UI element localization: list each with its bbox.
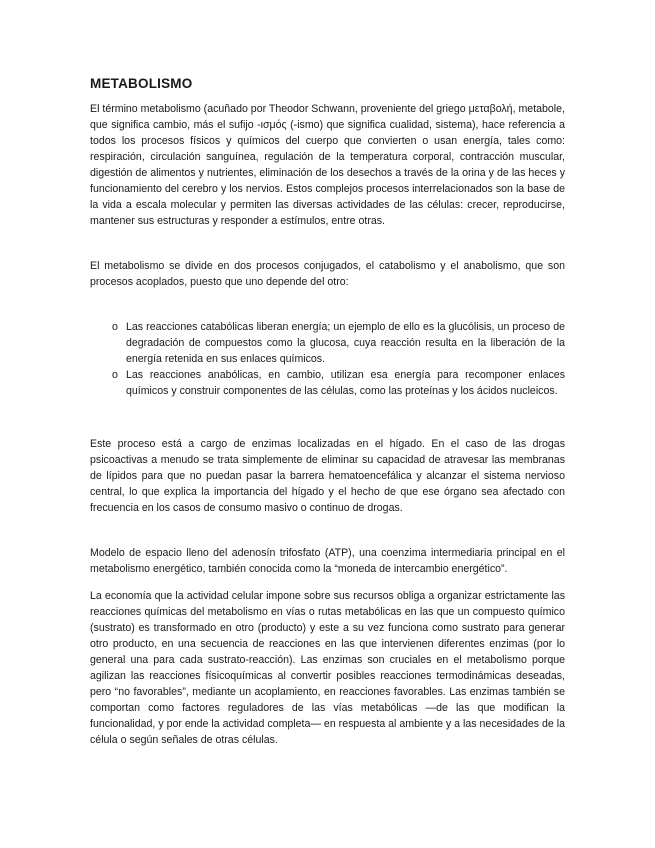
paragraph-atp: Modelo de espacio lleno del adenosín trifosfato (ATP), una coenzima intermediaria principal en el metabolismo energético, también conocida como la “moneda de intercambio energético”. (90, 547, 565, 575)
paragraph-liver: Este proceso está a cargo de enzimas localizadas en el hígado. En el caso de las drogas psicoactivas a menudo se trata simplemente de eliminar su capacidad de atravesar las membranas de lípidos para que no puedan pasar la barrera hematoencefálica y alcanzar el sistema nervioso central, lo que explica la importancia del hígado y el hecho de que ese órgano sea afectado con frecuencia en los casos de consumo masivo o continuo de drogas. (90, 438, 565, 514)
process-list (90, 319, 565, 399)
document-page (90, 76, 565, 748)
list-item-text: Las reacciones catabólicas liberan energía; un ejemplo de ello es la glucólisis, un proceso de degradación de compuestos como la glucosa, cuya reacción resulta en la liberación de la energía retenida en sus enlaces químicos. (126, 321, 565, 365)
bullet-marker: o (112, 321, 118, 333)
list-item-catabolic (90, 319, 565, 367)
list-item-text: Las reacciones anabólicas, en cambio, utilizan esa energía para recomponer enlaces químicos y construir componentes de las células, como las proteínas y los ácidos nucleicos. (126, 369, 565, 397)
paragraph-economy: La economía que la actividad celular impone sobre sus recursos obliga a organizar estrictamente las reacciones químicas del metabolismo en vías o rutas metabólicas en las que un compuesto químico (sustrato) es transformado en otro (producto) y este a su vez funciona como sustrato para generar otro producto, en una secuencia de reacciones en las que intervienen diferentes enzimas (por lo general una para cada sustrato-reacción). Las enzimas son cruciales en el metabolismo porque agilizan las reacciones físicoquímicas al convertir posibles reacciones termodinámicas deseadas, pero “no favorables”, mediante un acoplamiento, en reacciones favorables. Las enzimas también se comportan como factores reguladores de las vías metabólicas —de las que modifican la funcionalidad, y por ende la actividad completa— en respuesta al ambiente y a las necesidades de la célula o según señales de otras células. (90, 590, 565, 746)
paragraph-division: El metabolismo se divide en dos procesos conjugados, el catabolismo y el anabolismo, que son procesos acoplados, puesto que uno depende del otro: (90, 260, 565, 288)
list-item-anabolic (90, 367, 565, 399)
document-title: METABOLISMO (90, 76, 193, 91)
bullet-marker: o (112, 369, 118, 381)
paragraph-intro: El término metabolismo (acuñado por Theodor Schwann, proveniente del griego μεταβολή, metabole, que significa cambio, más el sufijo -ισμός (-ismo) que significa cualidad, sistema), hace referencia a todos los procesos físicos y químicos del cuerpo que convierten o usan energía, tales como: respiración, circulación sanguínea, regulación de la temperatura corporal, contracción muscular, digestión de alimentos y nutrientes, eliminación de los desechos a través de la orina y de las heces y funcionamiento del cerebro y los nervios. Estos complejos procesos interrelacionados son la base de la vida a escala molecular y permiten las diversas actividades de las células: crecer, reproducirse, mantener sus estructuras y responder a estímulos, entre otras. (90, 103, 565, 227)
